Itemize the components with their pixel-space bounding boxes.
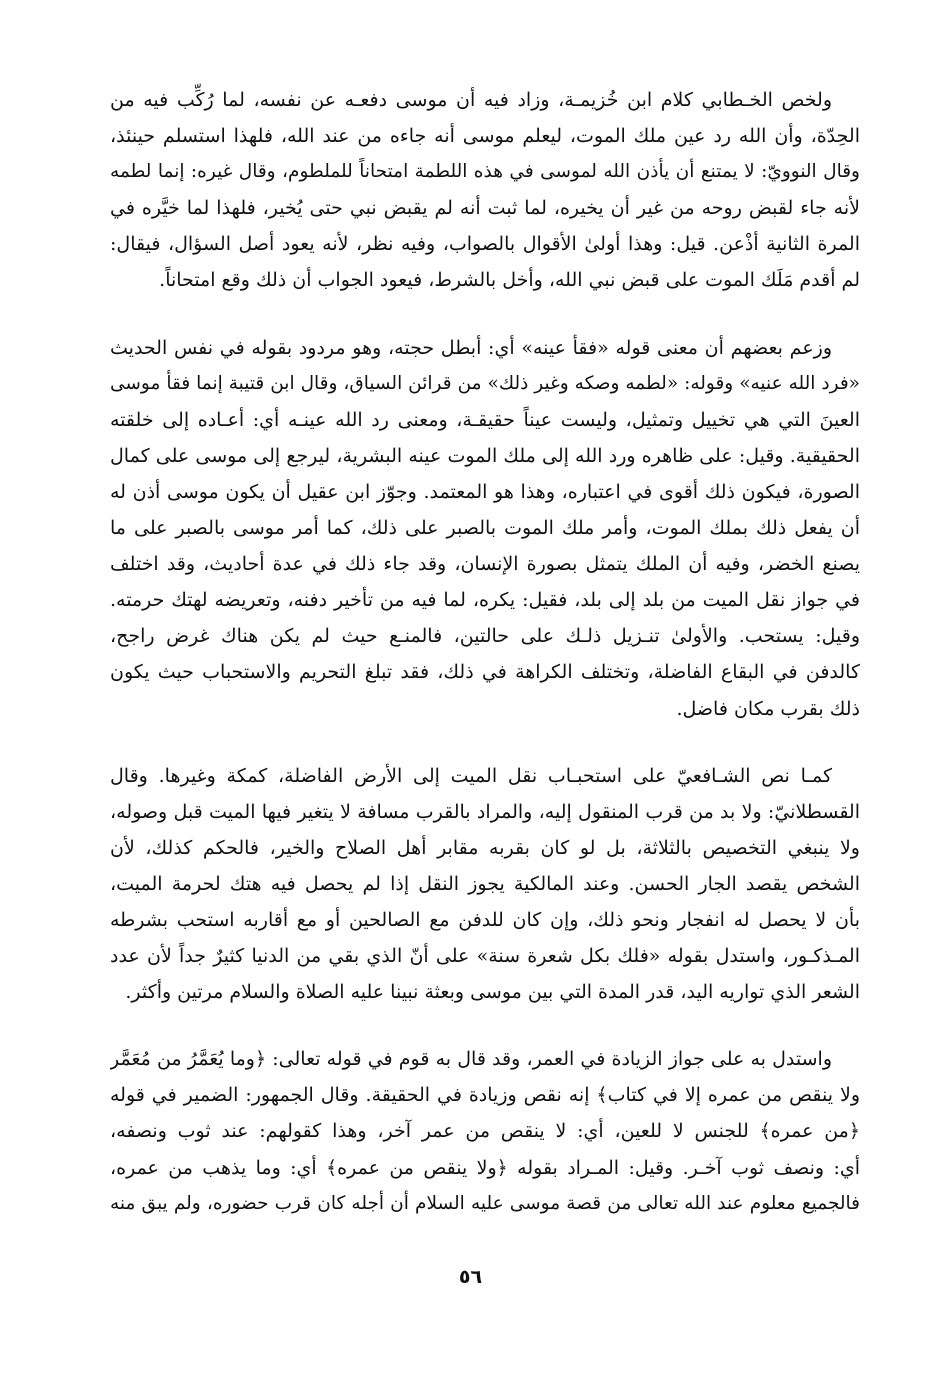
text-line: ولا ينقص من عمره إلا في كتاب﴾ إنه نقص وزيادة في الحقيقة. وقال الجمهور: الضمير في قوله <box>110 1084 860 1107</box>
text-line: أن يفعل ذلك بملك الموت، وأمر ملك الموت بالصبر على ذلك، كما أمر موسى بالصبر على ما <box>110 517 860 540</box>
text-line: ذلك بقرب مكان فاضل. <box>676 697 860 720</box>
text-line: وقيل: يستحب. والأولىٰ تنـزيل ذلـك على حالتين، فالمنـع حيث لم يكن هناك غرض راجح، <box>110 625 860 648</box>
page-body <box>110 82 860 1222</box>
text-line: لم أقدم مَلَك الموت على قبض نبي الله، وأخل بالشرط، فيعود الجواب أن ذلك وقع امتحاناً. <box>159 269 860 292</box>
text-line: «فرد الله عنيه» وقوله: «لطمه وصكه وغير ذلك» من قرائن السياق، وقال ابن قتيبة إنما فقأ موسى <box>110 372 860 394</box>
text-line: ولخص الخـطابي كلام ابن خُزيمـة، وزاد فيه أن موسى دفعـه عن نفسه، لما رُكِّب فيه من <box>110 89 832 111</box>
text-line: فالجميع معلوم عند الله تعالى من قصة موسى عليه السلام أن أجله كان قرب حضوره، ولم يبق منه <box>110 1192 860 1214</box>
text-line: كمـا نص الشـافعيّ على استحبـاب نقل الميت إلى الأرض الفاضلة، كمكة وغيرها. وقال <box>110 764 832 787</box>
page-number: ٥٦ <box>458 1266 483 1288</box>
text-line: الحِدّة، وأن الله رد عين ملك الموت، ليعلم موسى أنه جاءه من عند الله، فلهذا استسلم حينئذ، <box>110 125 860 148</box>
text-line: واستدل به على جواز الزيادة في العمر، وقد قال به قوم في قوله تعالى: ﴿وما يُعَمَّرُ من مُعَمَّر <box>110 1048 832 1071</box>
text-line: القسطلانيّ: ولا بد من قرب المنقول إليه، والمراد بالقرب مسافة لا يتغير فيها الميت قبل وصوله، <box>110 800 860 823</box>
text-line: وزعم بعضهم أن معنى قوله «فقأ عينه» أي: أبطل حجته، وهو مردود بقوله في نفس الحديث <box>110 336 832 359</box>
text-line: يصنع الخضر، وفيه أن الملك يتمثل بصورة الإنسان، وقد جاء ذلك في عدة أحاديث، وقد اختلف <box>110 553 860 576</box>
text-line: كالدفن في البقاع الفاضلة، وتختلف الكراهة في ذلك، فقد تبلغ التحريم والاستحباب حيث يكون <box>110 661 860 684</box>
paragraph-2 <box>110 330 860 727</box>
text-line: ولا ينبغي التخصيص بالثلاثة، بل لو كان بقربه مقابر أهل الصلاح والخير، فالحكم كذلك، لأن <box>110 836 860 859</box>
text-line: العينَ التي هي تخييل وتمثيل، وليست عيناً حقيقـة، ومعنى رد الله عينـه أي: أعـاده إلى خلقته <box>110 408 860 431</box>
paragraph-1 <box>110 82 860 299</box>
text-line: المرة الثانية أذْعن. قيل: وهذا أولىٰ الأقوال بالصواب، وفيه نظر، لأنه يعود أصل السؤال، فيقال: <box>110 233 860 256</box>
text-line: وقال النوويّ: لا يمتنع أن يأذن الله لموسى في هذه اللطمة امتحاناً للملطوم، وقال غيره: إنما لطمه <box>110 161 860 183</box>
text-line: لأنه جاء لقبض روحه من غير أن يخيره، لما ثبت أنه لم يقبض نبي حتى يُخير، فلهذا لما خيَّره في <box>110 197 860 220</box>
text-line: في جواز نقل الميت من بلد إلى بلد، فقيل: يكره، لما فيه من تأخير دفنه، وتعريضه لهتك حرمته. <box>110 589 860 612</box>
text-line: بأن لا يحصل له انفجار ونحو ذلك، وإن كان للدفن مع الصالحين أو مع أقاربه استحب بشرطه <box>110 908 860 931</box>
text-line: ﴿من عمره﴾ للجنس لا للعين، أي: لا ينقص من عمر آخر، وهذا كقولهم: عند ثوب ونصفه، <box>110 1120 860 1143</box>
paragraph-4 <box>110 1041 860 1221</box>
text-line: الحقيقية. وقيل: على ظاهره ورد الله إلى ملك الموت عينه البشرية، ليرجع إلى موسى على كمال <box>110 444 860 467</box>
text-line: المـذكـور، واستدل بقوله «فلك بكل شعرة سنة» على أنّ الذي بقي من الدنيا كثيرٌ جداً لأن عدد <box>110 945 860 968</box>
text-line: الشخص يقصد الجار الحسن. وعند المالكية يجوز النقل إذا لم يحصل فيه هتك لحرمة الميت، <box>110 872 860 895</box>
text-line: الشعر الذي تواريه اليد، قدر المدة التي بين موسى وبعثة نبينا عليه الصلاة والسلام مرتين وأكثر. <box>125 981 860 1004</box>
text-line: أي: ونصف ثوب آخـر. وقيل: المـراد بقوله ﴿ولا ينقص من عمره﴾ أي: وما يذهب من عمره، <box>110 1156 860 1179</box>
text-line: الصورة، فيكون ذلك أقوى في اعتباره، وهذا هو المعتمد. وجوّز ابن عقيل أن يكون موسى أذن له <box>110 480 860 503</box>
paragraph-3 <box>110 758 860 1011</box>
